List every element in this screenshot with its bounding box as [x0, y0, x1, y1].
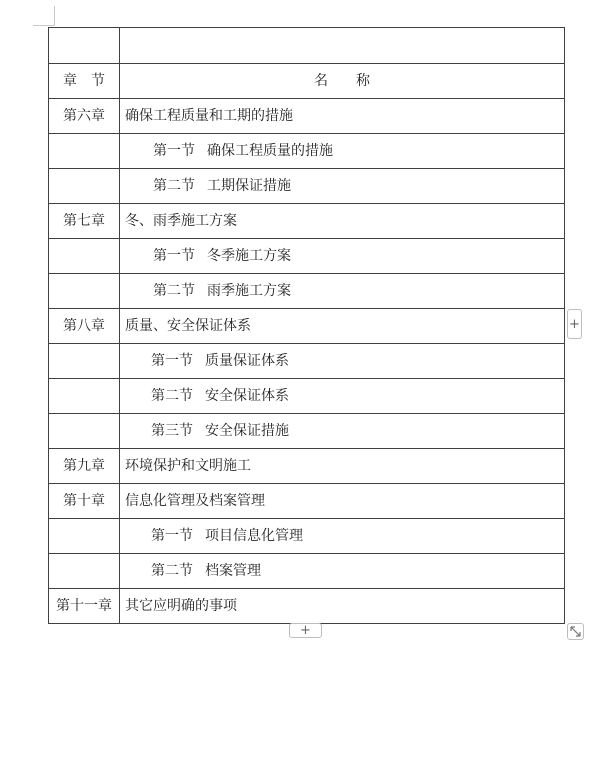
chapter-cell[interactable]: 第八章 — [49, 309, 120, 344]
name-cell[interactable] — [120, 449, 565, 484]
name-cell[interactable] — [120, 519, 565, 554]
chapter-cell[interactable] — [49, 379, 120, 414]
chapter-cell[interactable]: 第十一章 — [49, 589, 120, 624]
section-title: 质量保证体系 — [205, 353, 289, 369]
chapter-cell[interactable] — [49, 344, 120, 379]
table-row — [49, 484, 565, 519]
name-cell[interactable] — [120, 554, 565, 589]
add-column-button[interactable]: + — [289, 623, 322, 638]
chapter-cell[interactable]: 第九章 — [49, 449, 120, 484]
name-cell[interactable] — [120, 379, 565, 414]
chapter-title: 冬、雨季施工方案 — [125, 213, 237, 229]
name-cell[interactable] — [120, 589, 565, 624]
chapter-title: 信息化管理及档案管理 — [125, 493, 265, 509]
table-row — [49, 239, 565, 274]
name-cell[interactable] — [120, 274, 565, 309]
section-title: 档案管理 — [205, 563, 261, 579]
section-number: 第一节 — [153, 248, 195, 264]
chapter-cell[interactable] — [49, 274, 120, 309]
chapter-cell[interactable] — [49, 554, 120, 589]
chapter-cell[interactable] — [49, 239, 120, 274]
chapter-cell[interactable]: 第七章 — [49, 204, 120, 239]
name-cell[interactable] — [120, 134, 565, 169]
chapter-cell[interactable]: 第十章 — [49, 484, 120, 519]
section-number: 第三节 — [151, 423, 193, 439]
section-number: 第二节 — [153, 178, 195, 194]
table-header-row — [49, 64, 565, 99]
section-number: 第一节 — [153, 143, 195, 159]
name-cell[interactable] — [120, 414, 565, 449]
table-row-blank — [49, 28, 565, 64]
section-number: 第二节 — [151, 388, 193, 404]
chapter-cell[interactable]: 第六章 — [49, 99, 120, 134]
table-row — [49, 274, 565, 309]
table-cell-empty[interactable] — [49, 28, 120, 64]
section-title: 冬季施工方案 — [207, 248, 291, 264]
section-number: 第二节 — [153, 283, 195, 299]
table-row — [49, 554, 565, 589]
table-row — [49, 449, 565, 484]
name-cell[interactable] — [120, 204, 565, 239]
section-number: 第一节 — [151, 353, 193, 369]
name-cell[interactable] — [120, 239, 565, 274]
section-title: 雨季施工方案 — [207, 283, 291, 299]
name-cell[interactable] — [120, 344, 565, 379]
section-title: 安全保证体系 — [205, 388, 289, 404]
table-cell-empty[interactable] — [120, 28, 565, 64]
table-row — [49, 519, 565, 554]
chapter-cell[interactable] — [49, 169, 120, 204]
page-corner-mark-vertical — [54, 6, 55, 26]
chapter-title: 其它应明确的事项 — [125, 598, 237, 614]
page-corner-mark — [33, 25, 55, 26]
toc-table — [48, 27, 565, 624]
name-cell[interactable] — [120, 169, 565, 204]
chapter-cell[interactable] — [49, 134, 120, 169]
table-row — [49, 99, 565, 134]
table-row — [49, 379, 565, 414]
section-title: 确保工程质量的措施 — [207, 143, 333, 159]
add-row-button[interactable]: + — [567, 309, 582, 339]
chapter-title: 质量、安全保证体系 — [125, 318, 251, 334]
chapter-title: 环境保护和文明施工 — [125, 458, 251, 474]
table-row — [49, 344, 565, 379]
name-cell[interactable] — [120, 484, 565, 519]
table-row — [49, 414, 565, 449]
name-cell[interactable] — [120, 99, 565, 134]
table-row — [49, 134, 565, 169]
table-row — [49, 589, 565, 624]
name-cell[interactable] — [120, 309, 565, 344]
table-row — [49, 204, 565, 239]
chapter-title: 确保工程质量和工期的措施 — [125, 108, 293, 124]
chapter-column-header[interactable]: 章 节 — [49, 64, 120, 99]
chapter-cell[interactable] — [49, 519, 120, 554]
chapter-cell[interactable] — [49, 414, 120, 449]
section-number: 第一节 — [151, 528, 193, 544]
resize-diagonal-icon — [570, 626, 581, 637]
section-number: 第二节 — [151, 563, 193, 579]
section-title: 安全保证措施 — [205, 423, 289, 439]
name-column-header[interactable]: 名 称 — [120, 64, 565, 99]
section-title: 项目信息化管理 — [205, 528, 303, 544]
table-row — [49, 169, 565, 204]
section-title: 工期保证措施 — [207, 178, 291, 194]
table-resize-handle[interactable] — [567, 623, 584, 640]
table-row — [49, 309, 565, 344]
